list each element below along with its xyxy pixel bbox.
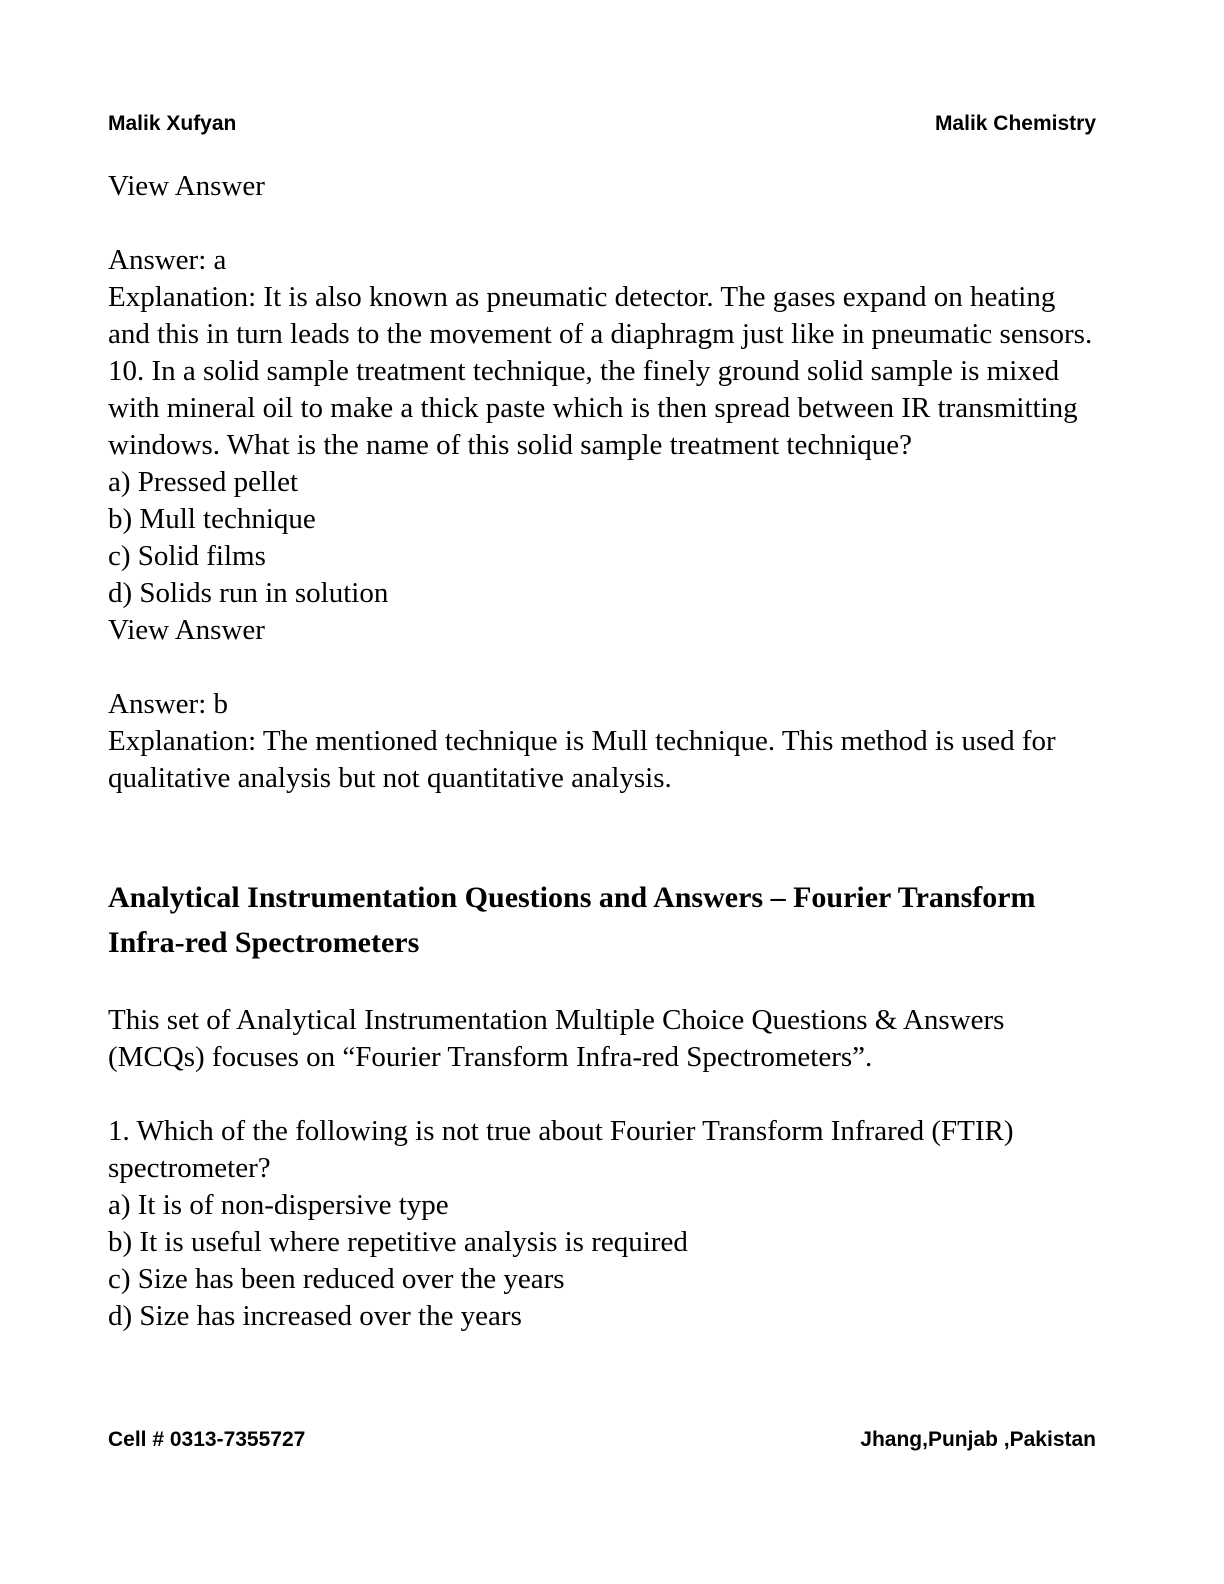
question-10-options [108,464,1096,612]
view-answer-link-top: View Answer [108,170,265,202]
question-1-option-a: a) It is of non-dispersive type [108,1189,449,1221]
document-body [108,168,1096,1335]
page-footer [108,1428,1096,1452]
section-heading: Analytical Instrumentation Questions and Answers – Fourier Transform Infra-red Spectrometers [108,881,1036,959]
question-1-options [108,1187,1096,1335]
footer-phone: Cell # 0313-7355727 [108,1428,306,1451]
explanation-a-text: Explanation: It is also known as pneumatic detector. The gases expand on heating and this in turn leads to the movement of a diaphragm just like in pneumatic sensors. [108,281,1093,350]
question-10-option-b: b) Mull technique [108,503,316,535]
question-1-text: 1. Which of the following is not true about Fourier Transform Infrared (FTIR) spectrometer? [108,1115,1014,1184]
answer-b-label: Answer: b [108,688,229,720]
question-10-text: 10. In a solid sample treatment technique, the finely ground solid sample is mixed with mineral oil to make a thick paste which is then spread between IR transmitting windows. What is the name of this solid sample treatment technique? [108,355,1078,461]
question-1-option-b: b) It is useful where repetitive analysis is required [108,1226,688,1258]
question-10-option-d: d) Solids run in solution [108,577,389,609]
header-brand: Malik Chemistry [934,112,1096,135]
header-author: Malik Xufyan [108,112,237,135]
set-intro-text: This set of Analytical Instrumentation Multiple Choice Questions & Answers (MCQs) focuses on “Fourier Transform Infra-red Spectrometers”. [108,1004,1005,1073]
footer-location: Jhang,Punjab ,Pakistan [860,1428,1096,1451]
page-header [108,112,1096,136]
explanation-b-text: Explanation: The mentioned technique is Mull technique. This method is used for qualitative analysis but not quantitative analysis. [108,725,1056,794]
view-answer-link-2: View Answer [108,614,265,646]
question-10-option-c: c) Solid films [108,540,266,572]
question-10-option-a: a) Pressed pellet [108,466,299,498]
question-1-option-d: d) Size has increased over the years [108,1300,522,1332]
answer-a-label: Answer: a [108,244,227,276]
question-1-option-c: c) Size has been reduced over the years [108,1263,565,1295]
